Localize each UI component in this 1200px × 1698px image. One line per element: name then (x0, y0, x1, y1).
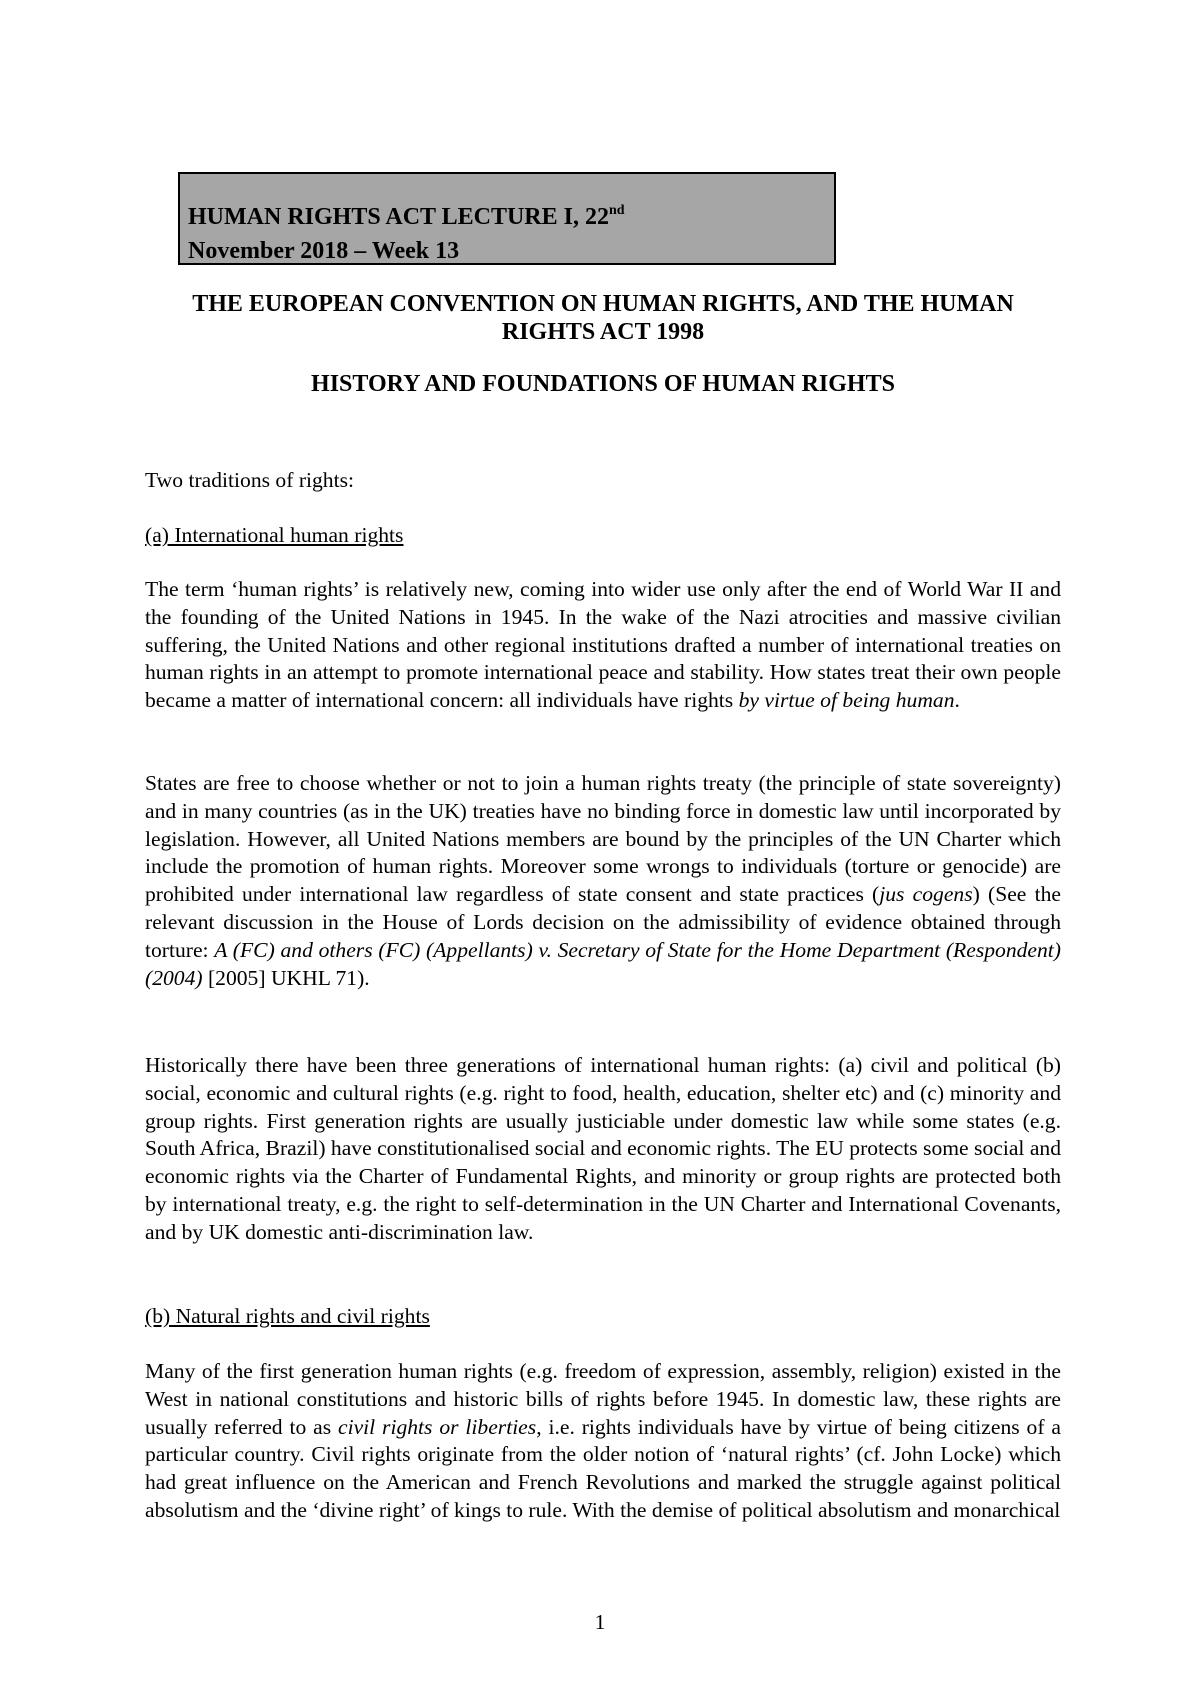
lecture-title-line1 (188, 200, 834, 234)
paragraph-2 (145, 770, 1061, 992)
subheading-b: (b) Natural rights and civil rights (145, 1304, 430, 1328)
lecture-title-main: HUMAN RIGHTS ACT LECTURE I, 22 (188, 204, 609, 230)
paragraph-2-text-2: ) (See the relevant discussion in the House of Lords decision on the admissibility of evidence obtained through torture: (145, 882, 1061, 962)
page-number: 1 (594, 1610, 606, 1634)
paragraph-1 (145, 576, 1061, 715)
paragraph-4-text-1: Many of the first generation human rights (e.g. freedom of expression, assembly, religion) existed in the West in national constitutions and historic bills of rights before 1945. In domestic law, these rights are usually referred to as (145, 1359, 1061, 1439)
paragraph-1-text-2: . (954, 688, 960, 713)
paragraph-1-text-1: The term ‘human rights’ is relatively new, coming into wider use only after the end of World War II and the founding of the United Nations in 1945. In the wake of the Nazi atrocities and massive civilian suffering, the United Nations and other regional institutions drafted a number of international treaties on human rights in an attempt to promote international peace and stability. How states treat their own people became a matter of international concern: all individuals have rights (145, 577, 1061, 713)
paragraph-1-italic-1: by virtue of being human (738, 688, 955, 713)
paragraph-3 (145, 1052, 1061, 1247)
paragraph-4-text-2: , i.e. rights individuals have by virtue of being citizens of a particular country. Civil rights originate from the older notion of ‘natural rights’ (cf. John Locke) which had great influence on the American and French Revolutions and marked the struggle against political absolutism and the ‘divine right’ of kings to rule. With the demise of political absolutism and monarchical (145, 1414, 1062, 1522)
main-heading: THE EUROPEAN CONVENTION ON HUMAN RIGHTS, AND THE HUMAN RIGHTS ACT 1998 (192, 291, 1014, 345)
ordinal-suffix: nd (608, 203, 625, 218)
lecture-title-line2: November 2018 – Week 13 (188, 238, 460, 264)
intro-text: Two traditions of rights: (145, 468, 355, 492)
paragraph-2-text-1: States are free to choose whether or not to join a human rights treaty (the principle of state sovereignty) and in many countries (as in the UK) treaties have no binding force in domestic law until incorporated by legislation. However, all United Nations members are bound by the principles of the UN Charter which include the promotion of human rights. Moreover some wrongs to individuals (torture or genocide) are prohibited under international law regardless of state consent and state practices ( (145, 771, 1061, 907)
subheading-a: (a) International human rights (145, 523, 404, 547)
paragraph-2-italic-2: A (FC) and others (FC) (Appellants) v. Secretary of State for the Home Department (Respondent) (2004) (145, 937, 1061, 990)
paragraph-2-text-3: [2005] UKHL 71). (202, 965, 370, 990)
lecture-title-box (178, 172, 836, 265)
section-heading: HISTORY AND FOUNDATIONS OF HUMAN RIGHTS (311, 371, 895, 397)
paragraph-4-italic-1: civil rights or liberties (338, 1414, 537, 1439)
paragraph-4 (145, 1358, 1061, 1525)
paragraph-3-text: Historically there have been three generations of international human rights: (a) civil and political (b) social, economic and cultural rights (e.g. right to food, health, education, shelter etc) and (c) minority and group rights. First generation rights are usually justiciable under domestic law while some states (e.g. South Africa, Brazil) have constitutionalised social and economic rights. The EU protects some social and economic rights via the Charter of Fundamental Rights, and minority or group rights are protected both by international treaty, e.g. the right to self-determination in the UN Charter and International Covenants, and by UK domestic anti-discrimination law. (145, 1053, 1061, 1244)
paragraph-2-italic-1: jus cogens (879, 882, 973, 907)
